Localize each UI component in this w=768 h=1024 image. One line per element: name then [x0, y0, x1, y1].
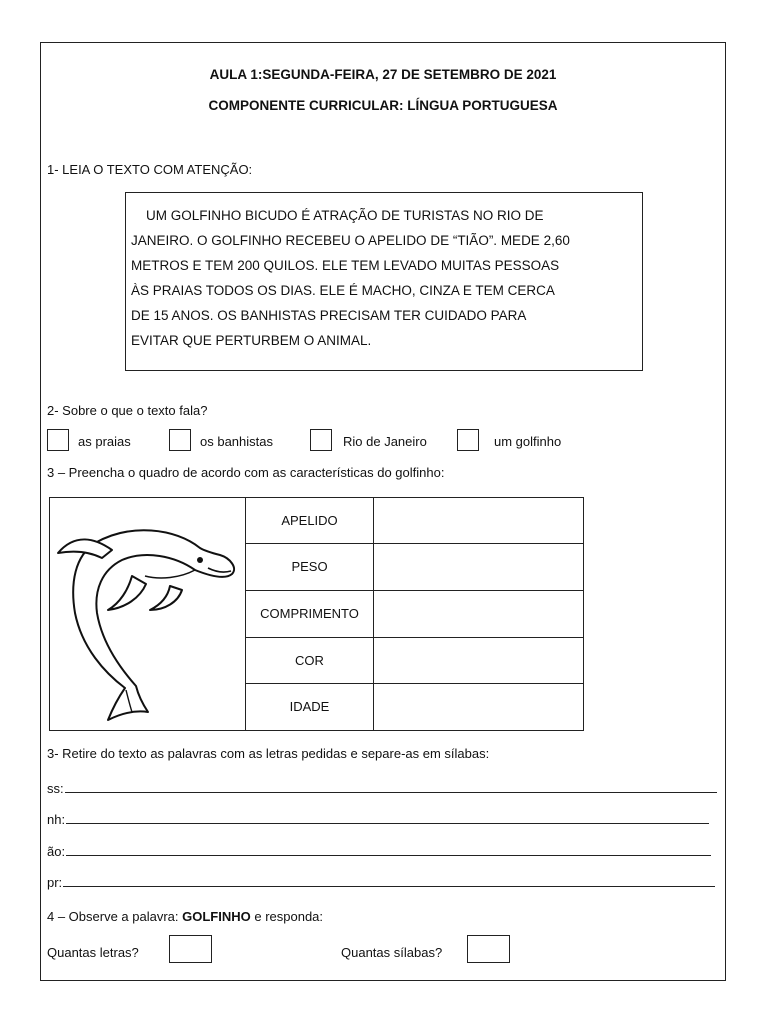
fill-line-pr[interactable]	[47, 875, 715, 890]
answer-cell-comprimento[interactable]	[374, 591, 583, 637]
option-label: as praias	[78, 434, 131, 449]
letters-label: Quantas letras?	[47, 945, 139, 960]
checkbox-praias[interactable]	[47, 429, 69, 451]
option-label: os banhistas	[200, 434, 273, 449]
subject-title: COMPONENTE CURRICULAR: LÍNGUA PORTUGUESA	[208, 98, 558, 113]
syllables-answer-box[interactable]	[467, 935, 510, 963]
checkbox-banhistas[interactable]	[169, 429, 191, 451]
q2-prompt: 2- Sobre o que o texto fala?	[47, 403, 208, 418]
dolphin-icon	[50, 498, 245, 730]
q4-word: GOLFINHO	[182, 909, 251, 924]
text-line: JANEIRO. O GOLFINHO RECEBEU O APELIDO DE “TIÃO”. MEDE 2,60	[131, 233, 570, 248]
q3-prompt: 3 – Preencha o quadro de acordo com as características do golfinho:	[47, 465, 445, 480]
answer-cell-idade[interactable]	[374, 684, 583, 730]
answer-line[interactable]	[66, 845, 711, 856]
text-line: ÀS PRAIAS TODOS OS DIAS. ELE É MACHO, CINZA E TEM CERCA	[131, 283, 555, 298]
fill-line-nh[interactable]	[47, 812, 709, 827]
fill-line-ss[interactable]	[47, 781, 717, 796]
answer-line[interactable]	[66, 813, 709, 824]
q1-prompt: 1- LEIA O TEXTO COM ATENÇÃO:	[47, 162, 253, 177]
fill-label: ão:	[47, 844, 66, 859]
row-label-peso: PESO	[246, 544, 374, 590]
option-label: Rio de Janeiro	[343, 434, 427, 449]
dolphin-image	[50, 498, 246, 730]
text-line: EVITAR QUE PERTURBEM O ANIMAL.	[131, 333, 372, 348]
checkbox-rio[interactable]	[310, 429, 332, 451]
text-line: UM GOLFINHO BICUDO É ATRAÇÃO DE TURISTAS NO RIO DE	[146, 208, 544, 223]
answer-cell-cor[interactable]	[374, 638, 583, 683]
q4-prompt	[47, 909, 323, 924]
row-label-idade: IDADE	[246, 684, 374, 730]
row-label-comprimento: COMPRIMENTO	[246, 591, 374, 637]
lesson-title: AULA 1:SEGUNDA-FEIRA, 27 DE SETEMBRO DE 2021	[209, 67, 557, 82]
fill-label: nh:	[47, 812, 66, 827]
q3b-prompt: 3- Retire do texto as palavras com as letras pedidas e separe-as em sílabas:	[47, 746, 490, 761]
answer-line[interactable]	[65, 782, 717, 793]
row-label-apelido: APELIDO	[246, 498, 374, 543]
q4-prompt-end: e responda:	[250, 909, 324, 924]
reading-text-box	[125, 192, 643, 371]
syllables-label: Quantas sílabas?	[341, 945, 443, 960]
q4-prompt-start: 4 – Observe a palavra:	[47, 909, 183, 924]
fill-label: pr:	[47, 875, 63, 890]
fill-label: ss:	[47, 781, 64, 796]
option-label: um golfinho	[494, 434, 562, 449]
answer-cell-apelido[interactable]	[374, 498, 583, 543]
characteristics-table	[49, 497, 584, 731]
row-label-cor: COR	[246, 638, 374, 683]
checkbox-golfinho[interactable]	[457, 429, 479, 451]
letters-answer-box[interactable]	[169, 935, 212, 963]
worksheet-page	[40, 42, 726, 981]
fill-line-ao[interactable]	[47, 844, 711, 859]
answer-line[interactable]	[63, 876, 715, 887]
answer-cell-peso[interactable]	[374, 544, 583, 590]
text-line: DE 15 ANOS. OS BANHISTAS PRECISAM TER CUIDADO PARA	[131, 308, 527, 323]
text-line: METROS E TEM 200 QUILOS. ELE TEM LEVADO MUITAS PESSOAS	[131, 258, 560, 273]
